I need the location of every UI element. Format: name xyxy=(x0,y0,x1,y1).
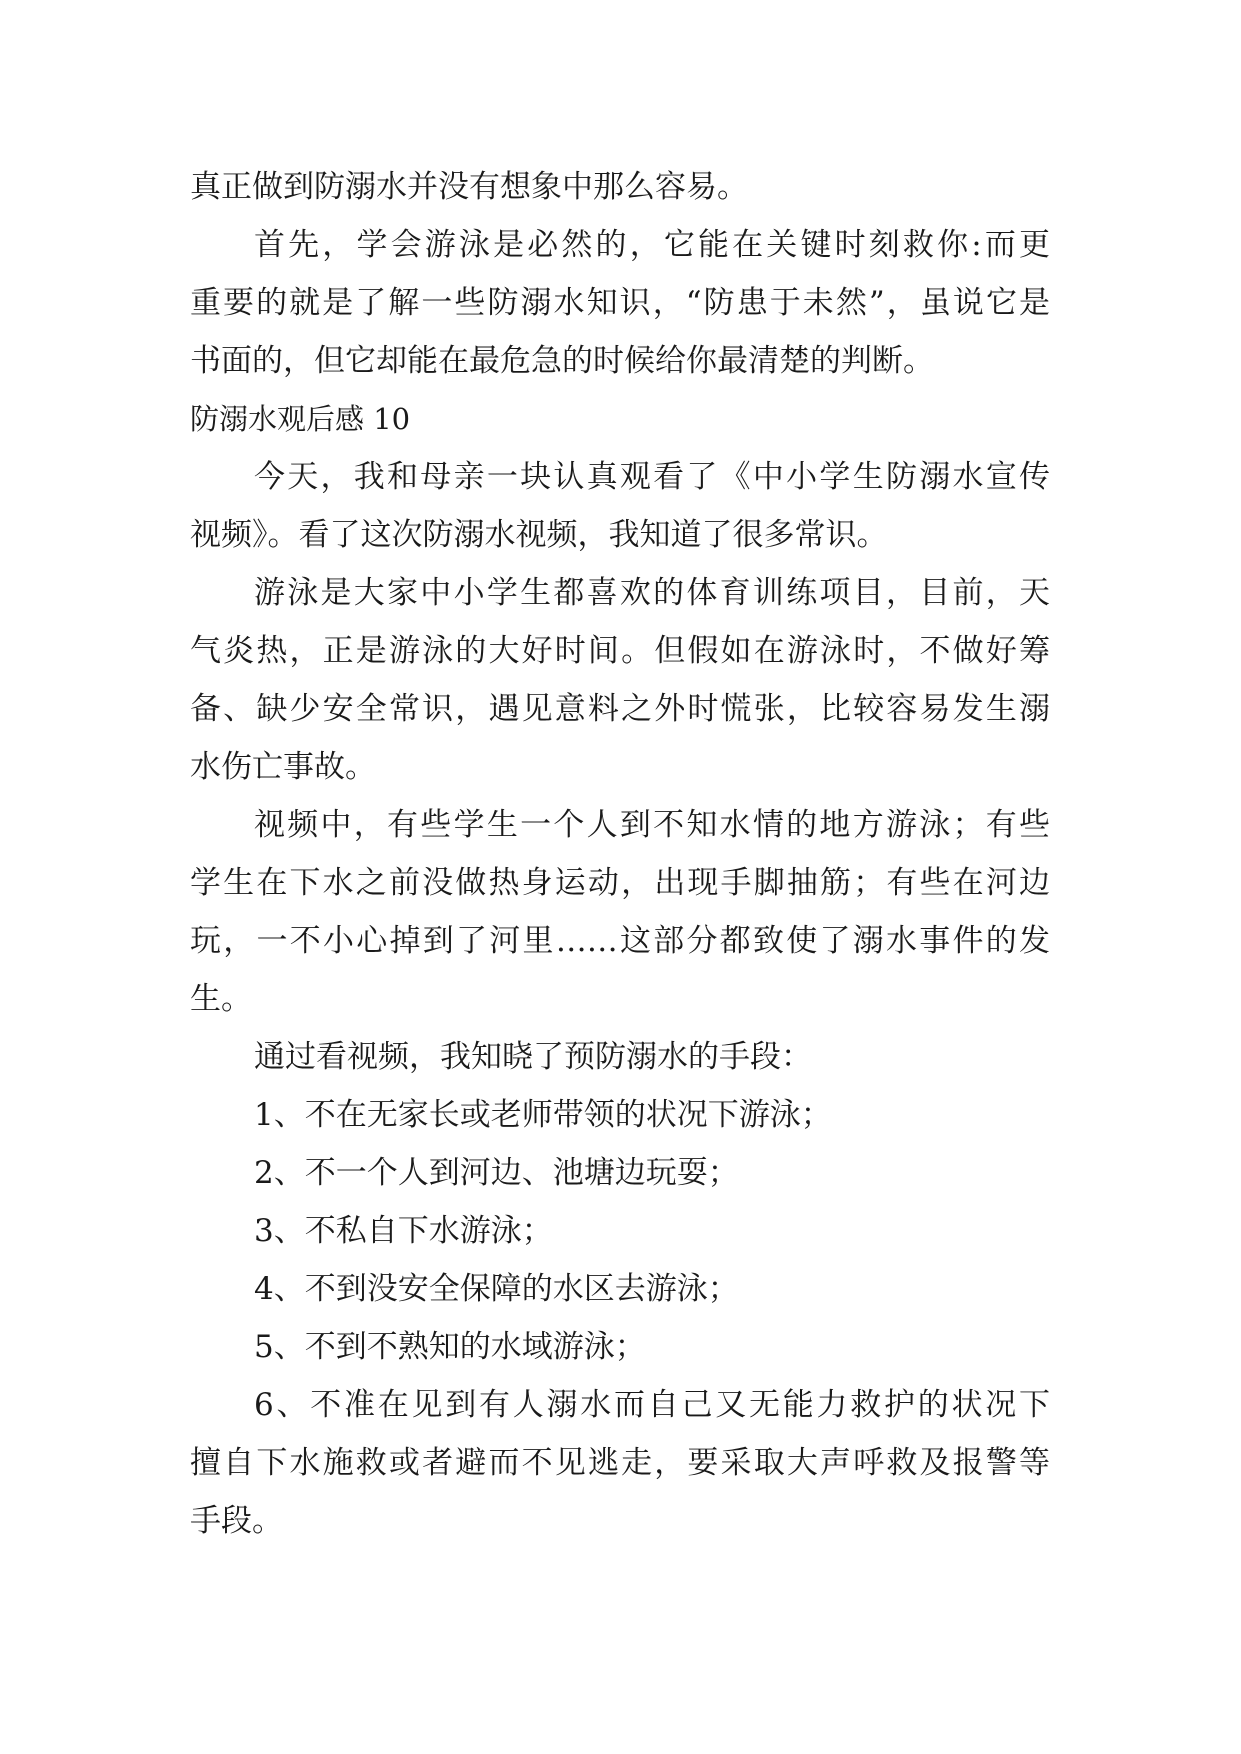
text-line: 1、不在无家长或老师带领的状况下游泳； xyxy=(254,1097,832,1133)
text-line: 玩，一不小心掉到了河里……这部分都致使了溺水事件的发 xyxy=(190,923,1050,959)
text-line: 通过看视频，我知晓了预防溺水的手段： xyxy=(254,1039,812,1075)
text-line: 4、不到没安全保障的水区去游泳； xyxy=(254,1271,739,1307)
document-body xyxy=(190,158,1050,1550)
text-line: 擅自下水施救或者避而不见逃走，要采取大声呼救及报警等 xyxy=(190,1445,1050,1481)
text-line: 5、不到不熟知的水域游泳； xyxy=(254,1329,646,1365)
text-line: 学生在下水之前没做热身运动，出现手脚抽筋；有些在河边 xyxy=(190,865,1050,901)
text-line: 重要的就是了解一些防溺水知识，“防患于未然”，虽说它是 xyxy=(190,285,1050,321)
section-heading: 防溺水观后感 10 xyxy=(190,402,411,436)
text-line: 3、不私自下水游泳； xyxy=(254,1213,553,1249)
text-line: 视频中，有些学生一个人到不知水情的地方游泳；有些 xyxy=(254,807,1050,843)
text-line: 游泳是大家中小学生都喜欢的体育训练项目，目前，天 xyxy=(254,575,1050,611)
text-line: 首先，学会游泳是必然的，它能在关键时刻救你:而更 xyxy=(254,227,1050,263)
text-line: 今天，我和母亲一块认真观看了《中小学生防溺水宣传 xyxy=(254,459,1050,495)
text-line: 备、缺少安全常识，遇见意料之外时慌张，比较容易发生溺 xyxy=(190,691,1050,727)
text-line: 生。 xyxy=(190,981,252,1017)
text-line: 真正做到防溺水并没有想象中那么容易。 xyxy=(190,169,748,205)
text-line: 手段。 xyxy=(190,1503,283,1539)
text-line: 水伤亡事故。 xyxy=(190,749,376,785)
text-line: 视频》。看了这次防溺水视频，我知道了很多常识。 xyxy=(190,517,888,553)
text-line: 气炎热，正是游泳的大好时间。但假如在游泳时，不做好筹 xyxy=(190,633,1050,669)
text-line: 书面的，但它却能在最危急的时候给你最清楚的判断。 xyxy=(190,343,934,379)
text-line: 2、不一个人到河边、池塘边玩耍； xyxy=(254,1155,739,1191)
text-line: 6、不准在见到有人溺水而自己又无能力救护的状况下 xyxy=(254,1387,1050,1423)
